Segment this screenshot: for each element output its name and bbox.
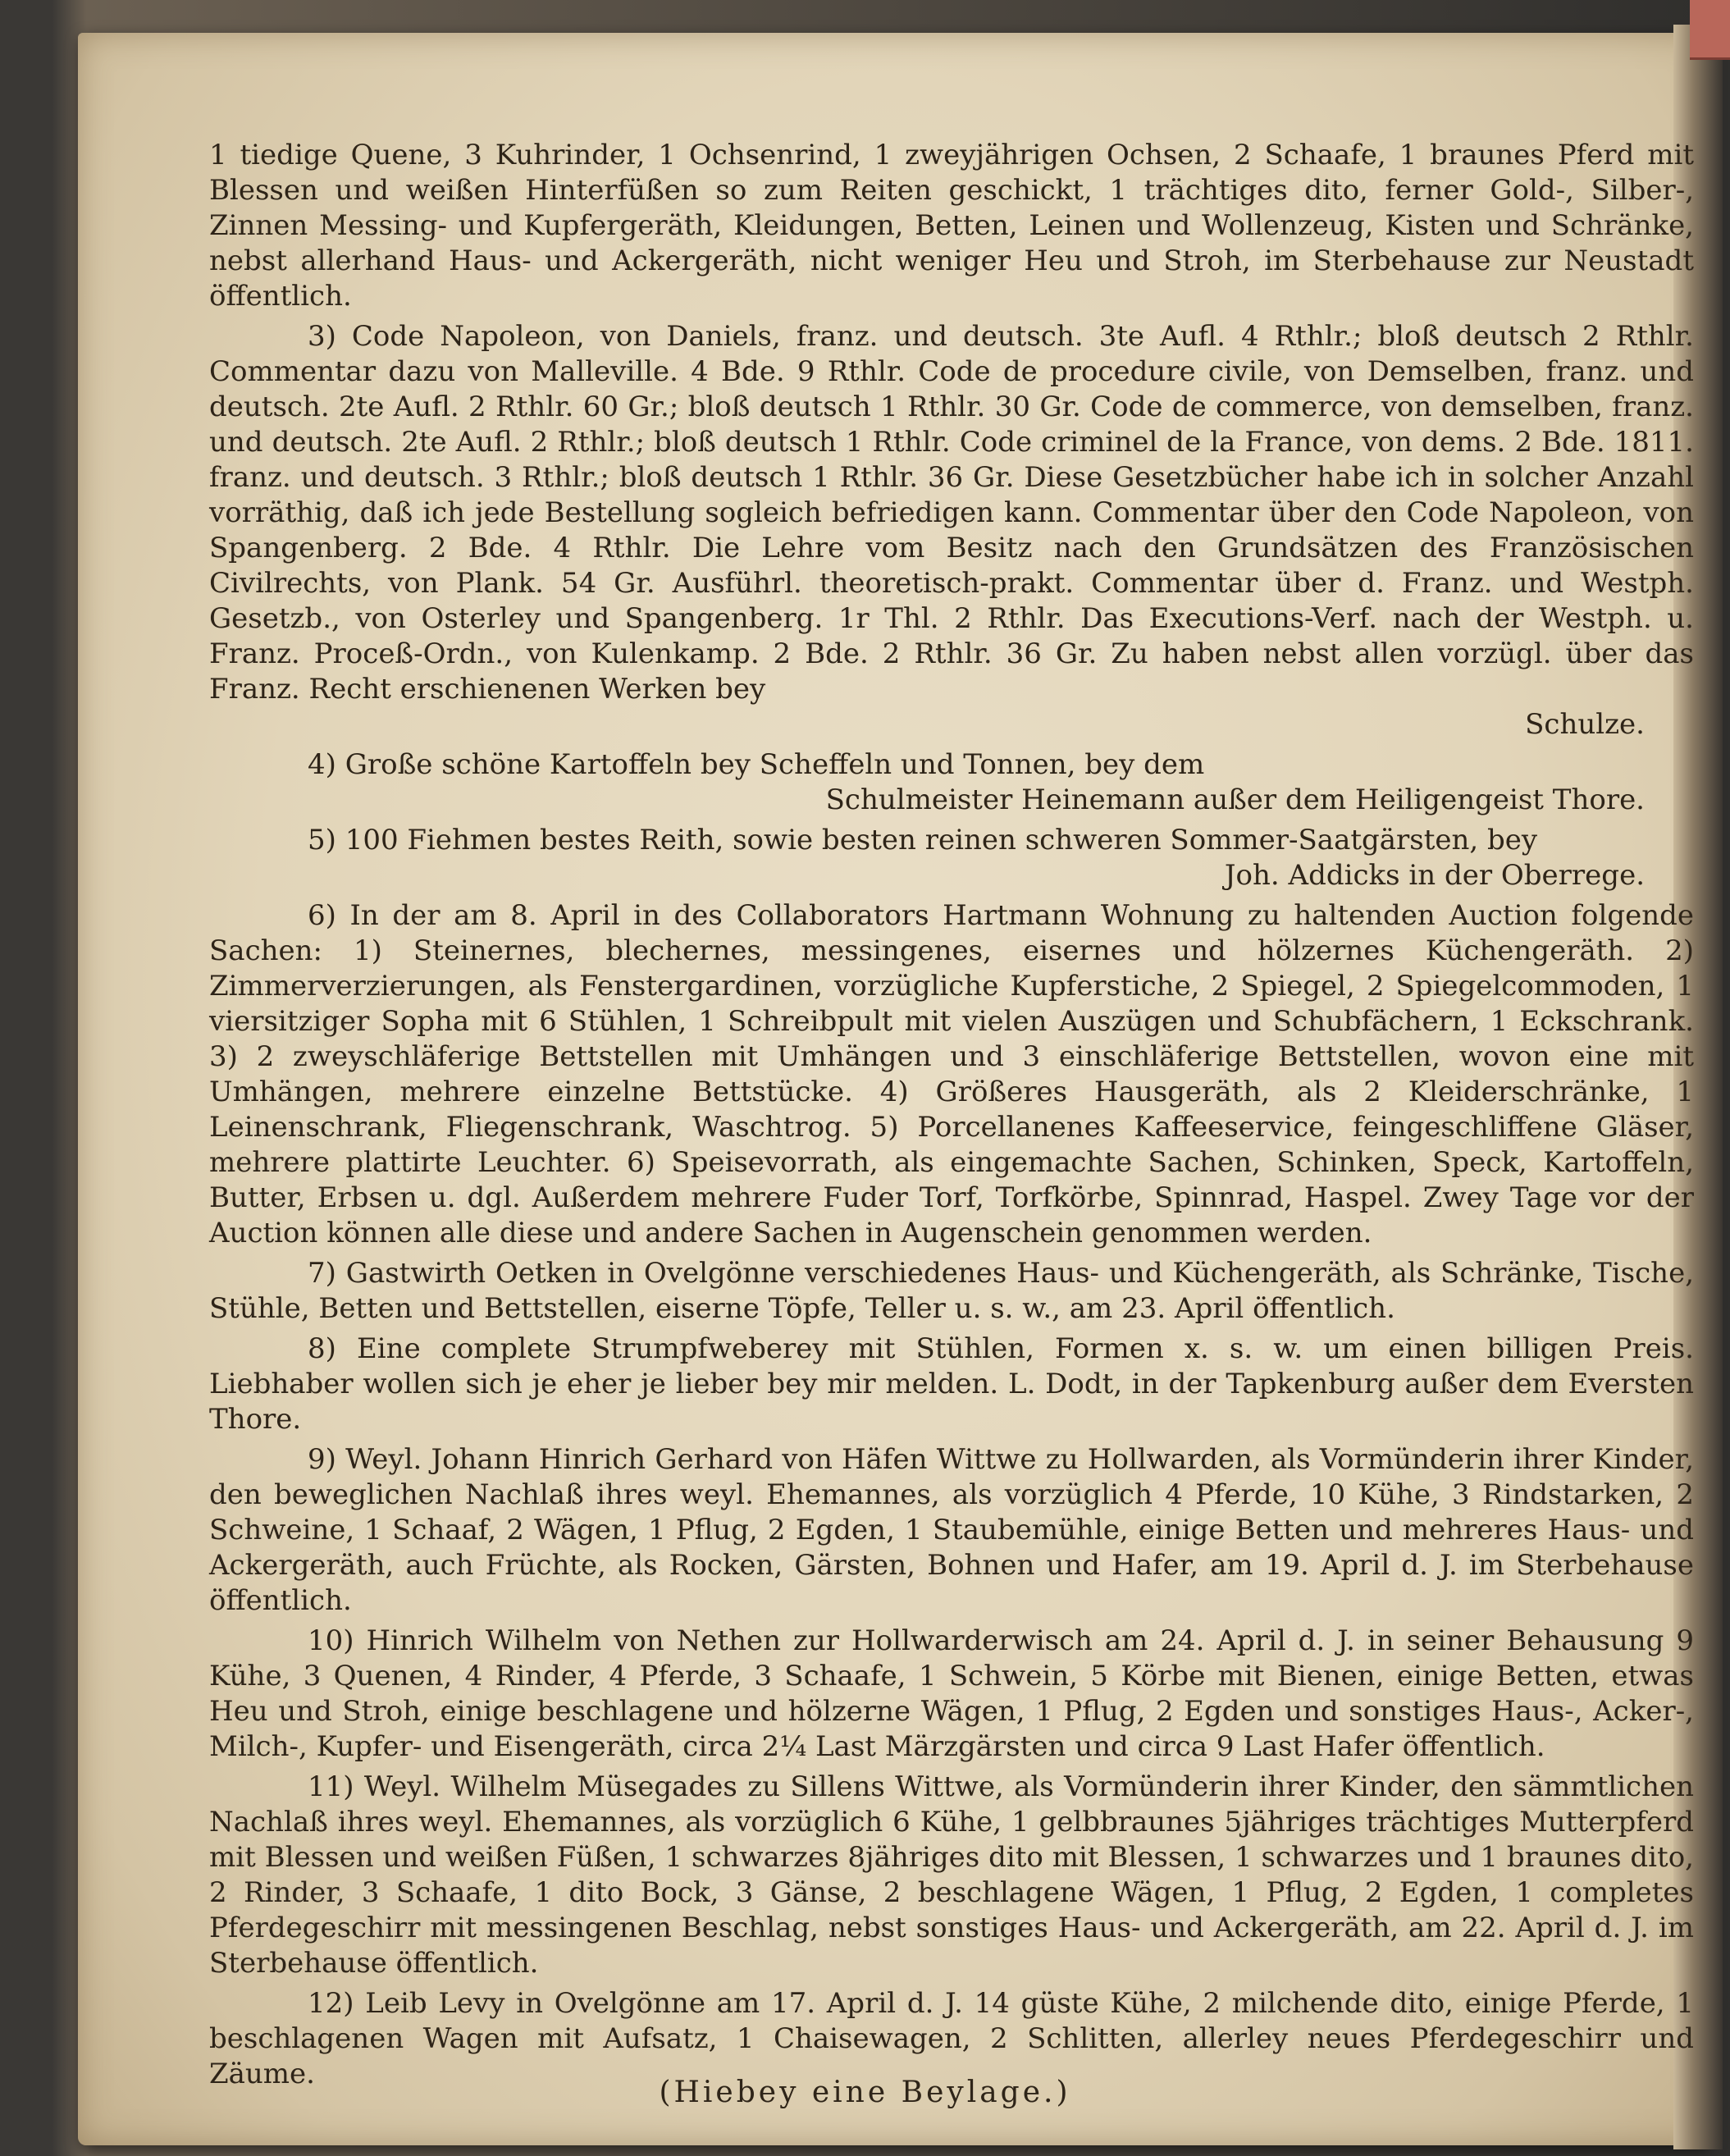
entry-signoff: Joh. Addicks in der Oberrege. xyxy=(1224,859,1645,892)
entry-oetken xyxy=(209,1256,1694,1327)
entry-text: 5) 100 Fiehmen bestes Reith, sowie besten reinen schweren Sommer-Saatgärsten, bey xyxy=(308,824,1538,856)
entry-potatoes xyxy=(209,747,1694,818)
entry-text: 1 tiedige Quene, 3 Kuhrinder, 1 Ochsenrind, 1 zweyjährigen Ochsen, 2 Schaafe, 1 braunes Pferd mit Blessen und weißen Hinterfüßen so zum Reiten geschickt, 1 trächtiges dito, ferner Gold-, Silber-, Zinnen Messing- und Kupfergeräth, Kleidungen, Betten, Leinen und Wollenzeug, Kisten und Schränke, nebst allerhand Haus- und Ackergeräth, nicht weniger Heu und Stroh, im Sterbehause zur Neustadt öffentlich. xyxy=(209,139,1694,313)
entry-law-books xyxy=(209,319,1694,742)
entry-signoff: Schulmeister Heinemann außer dem Heiligengeist Thore. xyxy=(825,783,1645,816)
entry-reed-barley xyxy=(209,823,1694,893)
entry-text: 3) Code Napoleon, von Daniels, franz. und deutsch. 3te Aufl. 4 Rthlr.; bloß deutsch 2 Rthlr. Commentar dazu von Malleville. 4 Bde. 9 Rthlr. Code de procedure civile, von Demselben, franz. und deutsch. 2te Aufl. 2 Rthlr. 60 Gr.; bloß deutsch 1 Rthlr. 30 Gr. Code de commerce, von demselben, franz. und deutsch. 2te Aufl. 2 Rthlr.; bloß deutsch 1 Rthlr. Code criminel de la France, von dems. 2 Bde. 1811. franz. und deutsch. 3 Rthlr.; bloß deutsch 1 Rthlr. 36 Gr. Diese Gesetzbücher habe ich in solcher Anzahl vorräthig, daß ich jede Bestellung sogleich befriedigen kann. Commentar über den Code Napoleon, von Spangenberg. 2 Bde. 4 Rthlr. Die Lehre vom Besitz nach den Grundsätzen des Französischen Civilrechts, von Plank. 54 Gr. Ausführl. theoretisch-prakt. Commentar über d. Franz. und Westph. Gesetzb., von Osterley und Spangenberg. 1r Thl. 2 Rthlr. Das Executions-Verf. nach der Westph. u. Franz. Proceß-Ordn., von Kulenkamp. 2 Bde. 2 Rthlr. 36 Gr. Zu haben nebst allen vorzügl. über das Franz. Recht erschienenen Werken bey xyxy=(209,320,1694,706)
entry-text: 6) In der am 8. April in des Collaborators Hartmann Wohnung zu haltenden Auction folgende Sachen: 1) Steinernes, blechernes, messingenes, eisernes und hölzernes Küchengeräth. 2) Zimmerverzierungen, als Fenstergardinen, vorzügliche Kupferstiche, 2 Spiegel, 2 Spiegelcommoden, 1 viersitziger Sopha mit 6 Stühlen, 1 Schreibpult mit vielen Auszügen und Schubfächern, 1 Eckschrank. 3) 2 zweyschläferige Bettstellen mit Umhängen und 3 einschläferige Bettstellen, wovon eine mit Umhängen, mehrere einzelne Bettstücke. 4) Größeres Hausgeräth, als 2 Kleiderschränke, 1 Leinenschrank, Fliegenschrank, Waschtrog. 5) Porcellanenes Kaffeeservice, feingeschliffene Gläser, mehrere plattirte Leuchter. 6) Speisevorrath, als eingemachte Sachen, Schinken, Speck, Kartoffeln, Butter, Erbsen u. dgl. Außerdem mehrere Fuder Torf, Torfkörbe, Spinnrad, Haspel. Zwey Tage vor der Auction können alle diese und andere Sachen in Augenschein genommen werden. xyxy=(209,899,1694,1249)
entry-von-nethen xyxy=(209,1624,1694,1765)
entry-von-haefen xyxy=(209,1442,1694,1619)
entry-livestock-sale xyxy=(209,138,1694,314)
entry-stocking-weaving xyxy=(209,1332,1694,1437)
entry-text: 9) Weyl. Johann Hinrich Gerhard von Häfen Wittwe zu Hollwarden, als Vormünderin ihrer Kinder, den beweglichen Nachlaß ihres weyl. Ehemannes, als vorzüglich 4 Pferde, 10 Kühe, 3 Rindstarken, 2 Schweine, 1 Schaaf, 2 Wägen, 1 Pflug, 2 Egden, 1 Staubemühle, einige Betten und mehreres Haus- und Ackergeräth, auch Früchte, als Rocken, Gärsten, Bohnen und Hafer, am 19. April d. J. im Sterbehause öffentlich. xyxy=(209,1443,1694,1617)
page-text xyxy=(209,138,1694,2097)
entry-text: 4) Große schöne Kartoffeln bey Scheffeln und Tonnen, bey dem xyxy=(308,748,1205,781)
entry-text: 12) Leib Levy in Ovelgönne am 17. April d. J. 14 güste Kühe, 2 milchende dito, einige Pferde, 1 beschlagenen Wagen mit Aufsatz, 1 Chaisewagen, 2 Schlitten, allerley neues Pferdegeschirr und Zäume. xyxy=(209,1987,1694,2090)
entry-muesegades xyxy=(209,1770,1694,1981)
supplement-note: (Hiebey eine Beylage.) xyxy=(659,2076,1071,2109)
entry-text: 7) Gastwirth Oetken in Ovelgönne verschiedenes Haus- und Küchengeräth, als Schränke, Tische, Stühle, Betten und Bettstellen, eiserne Töpfe, Teller u. s. w., am 23. April öffentlich. xyxy=(209,1257,1694,1325)
bookmark-ribbon xyxy=(1690,0,1730,60)
entry-text: 10) Hinrich Wilhelm von Nethen zur Hollwarderwisch am 24. April d. J. in seiner Behausung 9 Kühe, 3 Quenen, 4 Rinder, 4 Pferde, 3 Schaafe, 1 Schwein, 5 Körbe mit Bienen, einige Betten, etwas Heu und Stroh, einige beschlagene und hölzerne Wägen, 1 Pflug, 2 Egden und sonstiges Haus-, Acker-, Milch-, Kupfer- und Eisengeräth, circa 2¼ Last Märzgärsten und circa 9 Last Hafer öffentlich. xyxy=(209,1624,1694,1763)
entry-text: 8) Eine complete Strumpfweberey mit Stühlen, Formen x. s. w. um einen billigen Preis. Liebhaber wollen sich je eher je lieber bey mir melden. L. Dodt, in der Tapkenburg außer dem Eversten Thore. xyxy=(209,1332,1694,1436)
entry-text: 11) Weyl. Wilhelm Müsegades zu Sillens Wittwe, als Vormünderin ihrer Kinder, den sämmtlichen Nachlaß ihres weyl. Ehemannes, als vorzüglich 6 Kühe, 1 gelbbraunes 5jähriges trächtiges Mutterpferd mit Blessen und weißen Füßen, 1 schwarzes 8jähriges dito mit Blessen, 1 schwarzes und 1 braunes dito, 2 Rinder, 3 Schaafe, 1 dito Bock, 3 Gänse, 2 beschlagene Wägen, 1 Pflug, 2 Egden, 1 completes Pferdegeschirr mit messingenen Beschlag, nebst sonstiges Haus- und Ackergeräth, am 22. April d. J. im Sterbehause öffentlich. xyxy=(209,1770,1694,1980)
entry-signoff: Schulze. xyxy=(1525,708,1645,741)
entry-hartmann-auction xyxy=(209,898,1694,1251)
